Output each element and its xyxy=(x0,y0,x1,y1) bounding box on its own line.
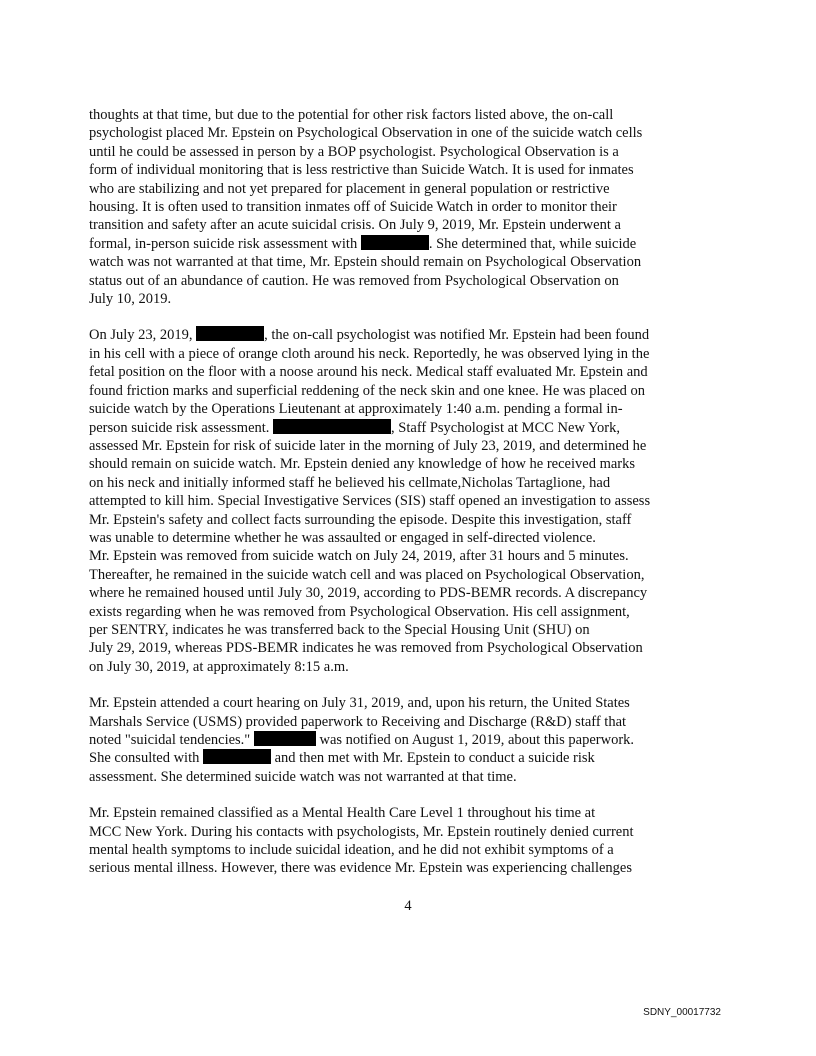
text-line xyxy=(89,363,721,381)
text-line xyxy=(89,658,721,676)
paragraph xyxy=(89,106,721,308)
redaction-box xyxy=(196,326,264,341)
text-segment: . She determined that, while suicide xyxy=(428,235,637,252)
text-line xyxy=(89,823,721,841)
text-line xyxy=(89,326,721,344)
text-line xyxy=(89,382,721,400)
text-segment: status out of an abundance of caution. He was removed from Psychological Observation on xyxy=(89,272,619,289)
text-segment: on his neck and initially informed staff he believed his cellmate,Nicholas Tartaglione, had xyxy=(89,474,611,491)
text-line xyxy=(89,474,721,492)
text-segment: noted "suicidal tendencies." xyxy=(89,732,254,748)
text-line xyxy=(89,143,721,161)
text-segment: exists regarding when he was removed from Psychological Observation. His cell assignment, xyxy=(89,603,630,620)
text-segment: Mr. Epstein's safety and collect facts surrounding the episode. Despite this investigation, staff xyxy=(89,511,632,528)
text-segment: , the on-call psychologist was notified Mr. Epstein had been found xyxy=(264,327,650,344)
text-line xyxy=(89,161,721,179)
text-line xyxy=(89,713,721,731)
text-segment: on July 30, 2019, at approximately 8:15 a.m. xyxy=(89,658,349,675)
text-line xyxy=(89,419,721,437)
document-body xyxy=(89,106,721,896)
text-line xyxy=(89,235,721,253)
paragraph xyxy=(89,804,721,878)
text-line xyxy=(89,290,721,308)
text-segment: suicide watch by the Operations Lieutenant at approximately 1:40 a.m. pending a formal in- xyxy=(89,401,623,418)
text-segment: , Staff Psychologist at MCC New York, xyxy=(391,419,620,436)
text-line xyxy=(89,253,721,271)
bates-number: SDNY_00017732 xyxy=(643,1007,721,1018)
text-segment: person suicide risk assessment. xyxy=(89,419,274,436)
text-line xyxy=(89,437,721,455)
text-line xyxy=(89,272,721,290)
text-segment: should remain on suicide watch. Mr. Epstein denied any knowledge of how he received marks xyxy=(89,456,636,473)
redaction-box xyxy=(361,235,429,250)
text-line xyxy=(89,566,721,584)
text-line xyxy=(89,492,721,510)
text-segment: who are stabilizing and not yet prepared for placement in general population or restrictive xyxy=(89,180,610,197)
text-line xyxy=(89,694,721,712)
text-line xyxy=(89,400,721,418)
text-segment: Thereafter, he remained in the suicide watch cell and was placed on Psychological Observation, xyxy=(89,566,645,583)
text-line xyxy=(89,345,721,363)
text-segment: On July 23, 2019, xyxy=(89,327,197,344)
text-line xyxy=(89,455,721,473)
text-segment: assessed Mr. Epstein for risk of suicide later in the morning of July 23, 2019, and determined he xyxy=(89,437,647,454)
text-segment: She consulted with xyxy=(89,750,203,767)
text-segment: July 29, 2019, whereas PDS-BEMR indicates he was removed from Psychological Observation xyxy=(89,640,643,657)
text-segment: thoughts at that time, but due to the potential for other risk factors listed above, the on-call xyxy=(89,107,614,123)
paragraph xyxy=(89,694,721,786)
text-line xyxy=(89,603,721,621)
text-line xyxy=(89,547,721,565)
text-line xyxy=(89,749,721,767)
text-line xyxy=(89,180,721,198)
text-line xyxy=(89,804,721,822)
text-segment: and then met with Mr. Epstein to conduct a suicide risk xyxy=(270,750,595,767)
text-segment: Marshals Service (USMS) provided paperwork to Receiving and Discharge (R&D) staff that xyxy=(89,713,627,730)
text-segment: fetal position on the floor with a noose around his neck. Medical staff evaluated Mr. Epstein and xyxy=(89,364,648,381)
page-number: 4 xyxy=(404,898,412,914)
text-segment: Mr. Epstein was removed from suicide watch on July 24, 2019, after 31 hours and 5 minutes. xyxy=(89,548,629,565)
text-segment: in his cell with a piece of orange cloth around his neck. Reportedly, he was observed lying in the xyxy=(89,345,650,362)
text-line xyxy=(89,106,721,124)
text-segment: Mr. Epstein remained classified as a Mental Health Care Level 1 throughout his time at xyxy=(89,805,596,822)
text-segment: psychologist placed Mr. Epstein on Psychological Observation in one of the suicide watch cells xyxy=(89,125,643,142)
text-line xyxy=(89,621,721,639)
text-segment: serious mental illness. However, there was evidence Mr. Epstein was experiencing challenges xyxy=(89,860,632,877)
text-line xyxy=(89,529,721,547)
redaction-box xyxy=(273,419,391,434)
text-line xyxy=(89,859,721,877)
text-segment: MCC New York. During his contacts with psychologists, Mr. Epstein routinely denied current xyxy=(89,823,634,840)
text-segment: formal, in-person suicide risk assessment with xyxy=(89,235,361,252)
text-segment: was notified on August 1, 2019, about this paperwork. xyxy=(315,732,635,748)
text-segment: per SENTRY, indicates he was transferred back to the Special Housing Unit (SHU) on xyxy=(89,621,590,638)
text-line xyxy=(89,216,721,234)
text-line xyxy=(89,731,721,749)
text-segment: housing. It is often used to transition inmates off of Suicide Watch in order to monitor their xyxy=(89,199,617,216)
paragraph xyxy=(89,326,721,676)
text-segment: form of individual monitoring that is less restrictive than Suicide Watch. It is used for inmates xyxy=(89,162,634,179)
text-segment: until he could be assessed in person by a BOP psychologist. Psychological Observation is a xyxy=(89,143,619,160)
text-segment: assessment. She determined suicide watch was not warranted at that time. xyxy=(89,768,517,785)
text-segment: July 10, 2019. xyxy=(89,291,172,308)
text-line xyxy=(89,511,721,529)
text-segment: was unable to determine whether he was assaulted or engaged in self-directed violence. xyxy=(89,529,596,546)
text-line xyxy=(89,198,721,216)
text-line xyxy=(89,584,721,602)
text-line xyxy=(89,124,721,142)
text-line xyxy=(89,639,721,657)
text-segment: found friction marks and superficial reddening of the neck skin and one knee. He was placed on xyxy=(89,382,646,399)
text-segment: transition and safety after an acute suicidal crisis. On July 9, 2019, Mr. Epstein underwent a xyxy=(89,217,621,234)
text-segment: watch was not warranted at that time, Mr. Epstein should remain on Psychological Observation xyxy=(89,254,642,271)
text-line xyxy=(89,841,721,859)
redaction-box xyxy=(203,749,271,764)
text-segment: where he remained housed until July 30, 2019, according to PDS-BEMR records. A discrepancy xyxy=(89,585,648,602)
text-segment: attempted to kill him. Special Investigative Services (SIS) staff opened an investigation to assess xyxy=(89,493,651,510)
text-segment: Mr. Epstein attended a court hearing on July 31, 2019, and, upon his return, the United States xyxy=(89,695,630,712)
redaction-box xyxy=(254,731,316,746)
text-segment: mental health symptoms to include suicidal ideation, and he did not exhibit symptoms of a xyxy=(89,842,614,859)
text-line xyxy=(89,768,721,786)
